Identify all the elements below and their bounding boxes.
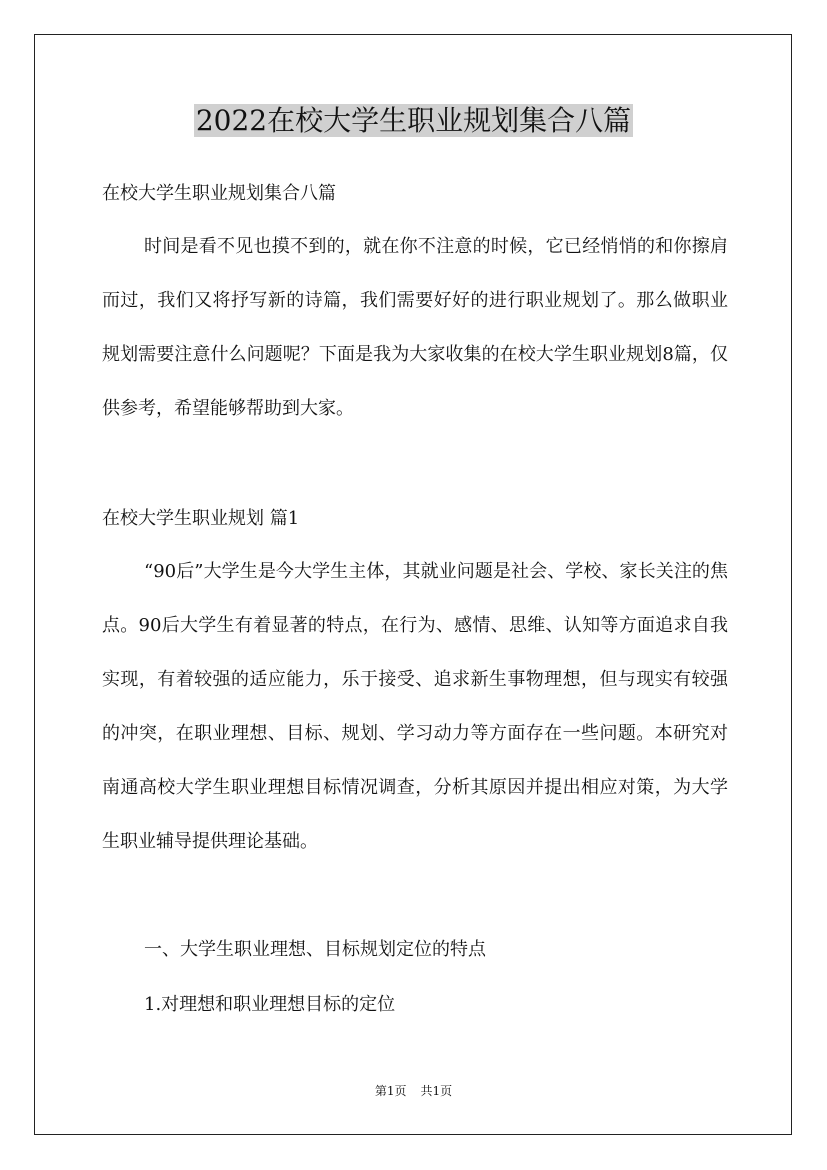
- document-title-text: 2022在校大学生职业规划集合八篇: [195, 104, 632, 137]
- section-subheading-numbered: 1.对理想和职业理想目标的定位: [144, 994, 396, 1015]
- section-subheading: 一、大学生职业理想、目标规划定位的特点: [144, 939, 486, 960]
- document-title: [0, 99, 827, 143]
- section-paragraph: “90后”大学生是今大学生主体，其就业问题是社会、学校、家长关注的焦点。90后大学生有着显著的特点，在行为、感情、思维、认知等方面追求自我实现，有着较强的适应能力，乐于接受、追求新生事物理想，但与现实有较强的冲突，在职业理想、目标、规划、学习动力等方面存在一些问题。本研究对南通高校大学生职业理想目标情况调查，分析其原因并提出相应对策，为大学生职业辅导提供理论基础。: [102, 561, 728, 852]
- page-footer: [0, 1082, 827, 1100]
- intro-paragraph: 时间是看不见也摸不到的，就在你不注意的时候，它已经悄悄的和你擦肩而过，我们又将抒写新的诗篇，我们需要好好的进行职业规划了。那么做职业规划需要注意什么问题呢？下面是我为大家收集的在校大学生职业规划8篇，仅供参考，希望能够帮助到大家。: [102, 236, 728, 419]
- page-total: 共1页: [420, 1084, 453, 1098]
- section-heading: 在校大学生职业规划 篇1: [102, 508, 300, 529]
- page-number: 第1页: [374, 1084, 407, 1098]
- document-subtitle: 在校大学生职业规划集合八篇: [102, 183, 336, 204]
